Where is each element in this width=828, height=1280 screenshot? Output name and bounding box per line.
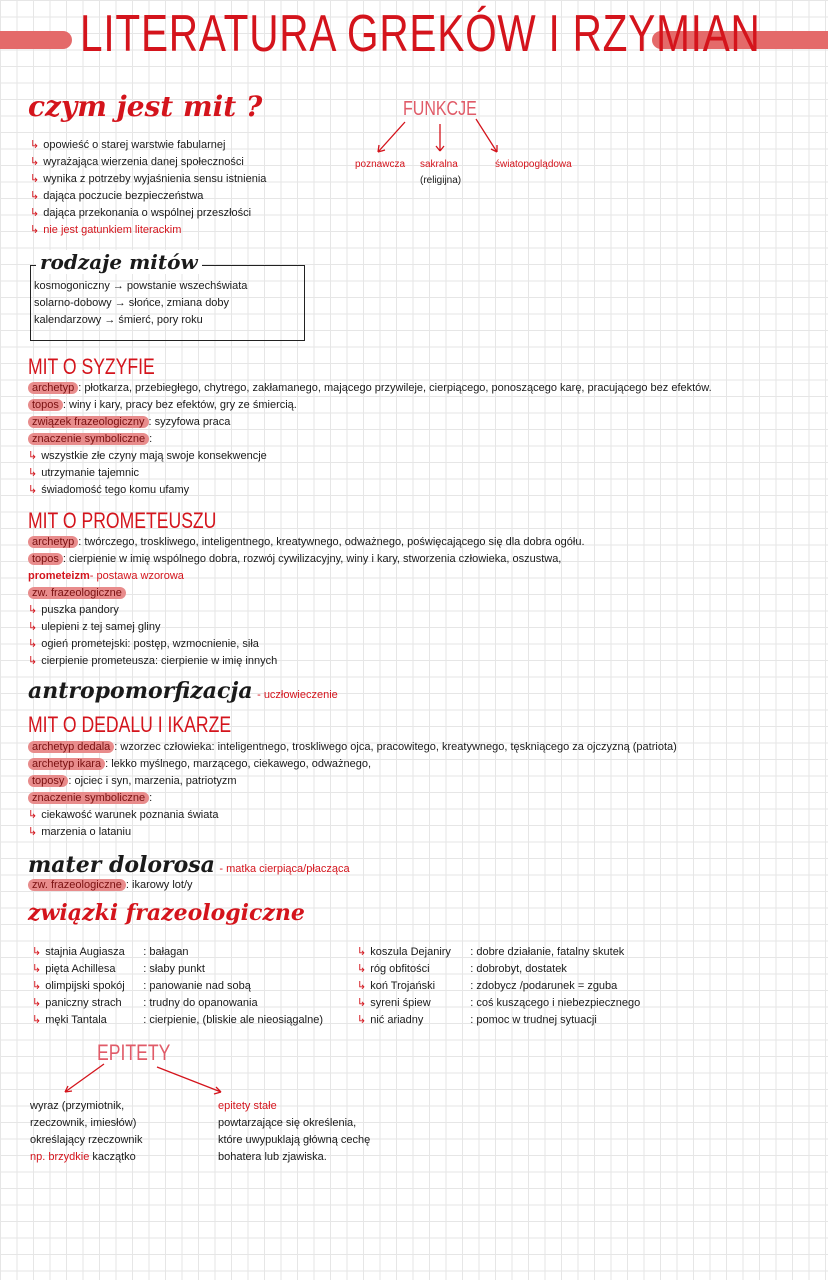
arrow-icon bbox=[65, 1064, 104, 1092]
arrow-icon bbox=[476, 119, 497, 152]
phrase-row: ↳ koń Trojański : zdobycz /podarunek = zguba bbox=[357, 980, 618, 992]
function-cognitive: poznawcza bbox=[355, 159, 406, 170]
text-line: bohatera lub zjawiska. bbox=[218, 1151, 327, 1163]
icarus-archetype: archetyp ikara : lekko myślnego, marzącego, ciekawego, odważnego, bbox=[28, 756, 677, 773]
prometheus-section bbox=[28, 534, 585, 670]
sisyphus-heading: MIT O SYZYFIE bbox=[28, 354, 155, 379]
daedalus-toposes: toposy : ojciec i syn, marzenia, patriotyzm bbox=[28, 773, 677, 790]
prometheus-heading: MIT O PROMETEUSZU bbox=[28, 508, 217, 533]
list-item: ↳ ciekawość warunek poznania świata bbox=[28, 809, 219, 821]
phrase-row: ↳ męki Tantala : cierpienie, (bliskie ale nieosiągalne) bbox=[32, 1014, 323, 1026]
phrases-heading: związki frazeologiczne bbox=[28, 900, 305, 926]
list-item: ↳ opowieść o starej warstwie fabularnej bbox=[30, 139, 226, 151]
what-is-myth-heading: czym jest mit ? bbox=[28, 90, 263, 123]
function-worldview: światopoglądowa bbox=[495, 159, 572, 170]
list-item: ↳ wyrażająca wierzenia danej społeczności bbox=[30, 156, 244, 168]
text-line: które uwypuklają główną cechę bbox=[218, 1134, 371, 1146]
prometheus-idioms-label: zw. frazeologiczne bbox=[28, 585, 585, 602]
prometheus-archetype: archetyp : twórczego, troskliwego, inteligentnego, kreatywnego, odważnego, poświęcającego się dla dobra ogółu. bbox=[28, 534, 585, 551]
phrase-row: ↳ stajnia Augiasza : bałagan bbox=[32, 946, 189, 958]
functions-heading: FUNKCJE bbox=[403, 98, 477, 120]
myth-types-list bbox=[34, 278, 247, 329]
text-line: wyraz (przymiotnik, bbox=[30, 1100, 125, 1112]
sisyphus-topos: topos : winy i kary, pracy bez efektów, gry ze śmiercią. bbox=[28, 397, 712, 414]
list-item: ↳ cierpienie prometeusza: cierpienie w imię innych bbox=[28, 655, 278, 667]
phrase-row: ↳ pięta Achillesa : słaby punkt bbox=[32, 963, 205, 975]
mater-idiom: zw. frazeologiczne : ikarowy lot/y bbox=[28, 877, 193, 894]
text-line: rzeczownik, imiesłów) bbox=[30, 1117, 137, 1129]
sisyphus-symbolic: znaczenie symboliczne : bbox=[28, 431, 712, 448]
list-item: kalendarzowy → śmierć, pory roku bbox=[34, 314, 203, 326]
list-item: ↳ utrzymanie tajemnic bbox=[28, 467, 140, 479]
sisyphus-idiom: związek frazeologiczny : syzyfowa praca bbox=[28, 414, 712, 431]
daedalus-heading: MIT O DEDALU I IKARZE bbox=[28, 712, 232, 737]
list-item: ↳ dająca poczucie bezpieczeństwa bbox=[30, 190, 204, 202]
prometeizm: prometeizm- postawa wzorowa bbox=[28, 570, 184, 582]
daedalus-section bbox=[28, 739, 677, 841]
phrase-row: ↳ olimpijski spokój : panowanie nad sobą bbox=[32, 980, 251, 992]
arrow-icon bbox=[378, 122, 405, 152]
list-item: ↳ wynika z potrzeby wyjaśnienia sensu istnienia bbox=[30, 173, 267, 185]
prometheus-topos: topos : cierpienie w imię wspólnego dobra, rozwój cywilizacyjny, winy i kary, stworzenia człowieka, oszustwa, bbox=[28, 551, 585, 568]
epithets-heading: EPITETY bbox=[97, 1040, 171, 1065]
epithets-example: np. brzydkie kaczątko bbox=[30, 1151, 136, 1163]
fixed-epithets bbox=[218, 1098, 370, 1166]
phrases-left bbox=[32, 944, 323, 1029]
phrase-row: ↳ róg obfitości : dobrobyt, dostatek bbox=[357, 963, 567, 975]
list-item: kosmogoniczny → powstanie wszechświata bbox=[34, 280, 248, 292]
fixed-epithets-heading: epitety stałe bbox=[218, 1100, 277, 1112]
phrase-row: ↳ syreni śpiew : coś kuszącego i niebezpiecznego bbox=[357, 997, 641, 1009]
daedalus-archetype: archetyp dedala : wzorzec człowieka: inteligentnego, troskliwego ojca, pracowitego, kreatywnego, tęskniącego za ojczyzną (patriota) bbox=[28, 739, 677, 756]
list-item: ↳ świadomość tego komu ufamy bbox=[28, 484, 190, 496]
list-item: ↳ ogień prometejski: postęp, wzmocnienie, siła bbox=[28, 638, 259, 650]
list-item: solarno-dobowy → słońce, zmiana doby bbox=[34, 297, 230, 309]
myth-types-heading: rodzaje mitów bbox=[36, 250, 202, 274]
list-item: ↳ dająca przekonania o wspólnej przeszłości bbox=[30, 207, 252, 219]
sisyphus-archetype: archetyp : płotkarza, przebiegłego, chytrego, zakłamanego, mającego przywileje, cierpiącego, ponoszącego karę, pracującego bez efektów. bbox=[28, 380, 712, 397]
list-item: ↳ wszystkie złe czyny mają swoje konsekwencje bbox=[28, 450, 267, 462]
list-item: ↳ ulepieni z tej samej gliny bbox=[28, 621, 161, 633]
epithets-definition bbox=[30, 1098, 142, 1166]
function-sacral: sakralna bbox=[420, 159, 458, 170]
phrase-row: ↳ koszula Dejaniry : dobre działanie, fatalny skutek bbox=[357, 946, 625, 958]
phrase-row: ↳ paniczny strach : trudny do opanowania bbox=[32, 997, 258, 1009]
arrow-icon bbox=[157, 1067, 221, 1094]
list-item: ↳ nie jest gatunkiem literackim bbox=[30, 224, 182, 236]
text-line: określający rzeczownik bbox=[30, 1134, 143, 1146]
daedalus-symbolic: znaczenie symboliczne : bbox=[28, 790, 677, 807]
text-line: powtarzające się określenia, bbox=[218, 1117, 357, 1129]
anthropomorphization: antropomorfizacja - uczłowieczenie bbox=[28, 678, 338, 704]
phrase-row: ↳ nić ariadny : pomoc w trudnej sytuacji bbox=[357, 1014, 597, 1026]
function-sacral-note: (religijna) bbox=[420, 175, 462, 186]
list-item: ↳ puszka pandory bbox=[28, 604, 119, 616]
sisyphus-section bbox=[28, 380, 712, 499]
arrow-icon bbox=[436, 124, 444, 151]
mater-dolorosa: mater dolorosa - matka cierpiąca/płacząca bbox=[28, 852, 350, 878]
list-item: ↳ marzenia o lataniu bbox=[28, 826, 132, 838]
page-title: LITERATURA GREKÓW I RZYMIAN bbox=[80, 5, 761, 63]
phrases-right bbox=[357, 944, 640, 1029]
